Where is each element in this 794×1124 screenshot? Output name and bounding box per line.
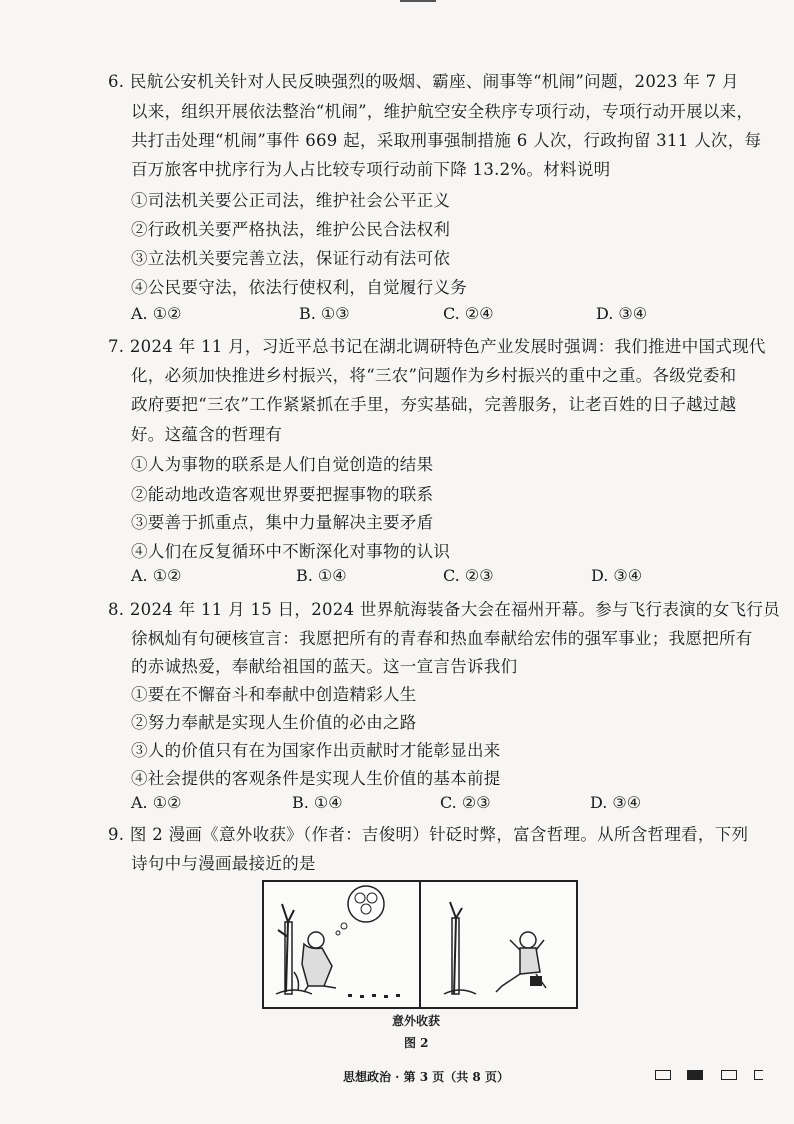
q6-option-b: B. ①③	[299, 304, 350, 323]
q8-option-c: C. ②③	[440, 793, 491, 812]
q7-line-3: 政府要把“三农”工作紧紧抓在手里，夯实基础，完善服务，让老百姓的日子越过越	[131, 395, 737, 414]
figure-caption: 意外收获	[392, 1014, 441, 1028]
person-head	[308, 932, 324, 948]
q7-item-3: ③要善于抓重点，集中力量解决主要矛盾	[131, 513, 434, 532]
q8-line-1: 8. 2024 年 11 月 15 日，2024 世界航海装备大会在福州开幕。参与飞行表演的女飞行员	[108, 600, 780, 619]
q8-option-d: D. ③④	[590, 793, 642, 812]
q8-item-2: ②努力奉献是实现人生价值的必由之路	[131, 713, 417, 732]
sitting-person-head	[520, 932, 536, 948]
q6-item-3: ③立法机关要完善立法，保证行动有法可依	[131, 249, 451, 268]
q8-item-1: ①要在不懈奋斗和奉献中创造精彩人生	[131, 685, 417, 704]
comic-illustration	[264, 882, 576, 1007]
q6-item-2: ②行政机关要严格执法，维护公民合法权利	[131, 220, 451, 239]
q6-line-3: 共打击处理“机闹”事件 669 起，采取刑事强制措施 6 人次，行政拘留 311 人次，每	[131, 131, 762, 150]
right-panel	[444, 902, 546, 994]
q7-option-d: D. ③④	[591, 566, 643, 585]
page-mark-3	[721, 1070, 737, 1080]
q6-line-1: 6. 民航公安机关针对人民反映强烈的吸烟、霸座、闹事等“机闹”问题，2023 年 7 月	[108, 72, 739, 91]
q7-option-a: A. ①②	[131, 566, 182, 585]
q7-line-2: 化，必须加快推进乡村振兴，将“三农”问题作为乡村振兴的重中之重。各级党委和	[131, 366, 737, 385]
q8-line-3: 的赤诚热爱，奉献给祖国的蓝天。这一宣言告诉我们	[131, 657, 518, 676]
q7-item-1: ①人为事物的联系是人们自觉创造的结果	[131, 455, 434, 474]
comic-figure	[262, 880, 578, 1009]
q9-line-2: 诗句中与漫画最接近的是	[131, 854, 316, 873]
q6-option-c: C. ②④	[443, 304, 494, 323]
q7-item-2: ②能动地改造客观世界要把握事物的联系	[131, 485, 434, 504]
q8-option-b: B. ①④	[292, 793, 343, 812]
q9-line-1: 9. 图 2 漫画《意外收获》（作者：吉俊明）针砭时弊，富含哲理。从所含哲理看，下列	[108, 825, 749, 844]
q6-item-4: ④公民要守法，依法行使权利，自觉履行义务	[131, 278, 467, 297]
q6-item-1: ①司法机关要公正司法，维护社会公平正义	[131, 191, 451, 210]
q7-option-b: B. ①④	[296, 566, 347, 585]
page-mark-4	[754, 1070, 763, 1080]
q8-option-a: A. ①②	[131, 793, 182, 812]
q6-option-a: A. ①②	[131, 304, 182, 323]
q8-line-2: 徐枫灿有句硬核宣言：我愿把所有的青春和热血奉献给宏伟的强军事业；我愿把所有	[131, 629, 753, 648]
q7-line-1: 7. 2024 年 11 月，习近平总书记在湖北调研特色产业发展时强调：我们推进中国式现代	[108, 337, 766, 356]
q6-line-2: 以来，组织开展依法整治“机闹”，维护航空安全秩序专项行动，专项行动开展以来，	[131, 102, 754, 121]
q8-item-4: ④社会提供的客观条件是实现人生价值的基本前提	[131, 769, 501, 788]
q8-item-3: ③人的价值只有在为国家作出贡献时才能彰显出来	[131, 741, 501, 760]
page-mark-1	[655, 1070, 671, 1080]
q7-option-c: C. ②③	[443, 566, 494, 585]
q7-item-4: ④人们在反复循环中不断深化对事物的认识	[131, 542, 451, 561]
page-footer: 思想政治 · 第 3 页（共 8 页）	[343, 1070, 509, 1084]
top-mark	[400, 0, 436, 2]
q6-line-4: 百万旅客中扰序行为人占比较专项行动前下降 13.2%。材料说明	[131, 160, 611, 179]
left-panel	[276, 886, 400, 998]
page-mark-2	[687, 1070, 703, 1080]
q7-line-4: 好。这蕴含的哲理有	[131, 425, 283, 444]
figure-label: 图 2	[404, 1036, 429, 1050]
q6-option-d: D. ③④	[596, 304, 648, 323]
